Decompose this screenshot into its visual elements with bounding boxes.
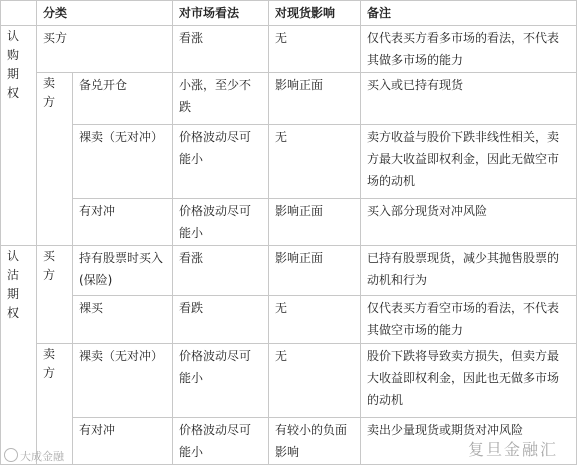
put-buyer-type: 裸买: [73, 296, 173, 344]
call-seller-row: [1, 125, 577, 199]
call-buyer-role: 买方: [37, 26, 173, 73]
header-row: [1, 1, 577, 26]
call-seller-role: 卖方: [37, 73, 73, 246]
call-seller-view: 价格波动尽可能小: [173, 125, 269, 199]
call-seller-view: 小涨，至少不跌: [173, 73, 269, 125]
header-blank: [1, 1, 37, 26]
put-buyer-impact: 无: [269, 296, 361, 344]
put-seller-row: [1, 344, 577, 418]
call-buyer-view: 看涨: [173, 26, 269, 73]
call-seller-impact: 影响正面: [269, 199, 361, 246]
put-seller-view: 价格波动尽可能小: [173, 344, 269, 418]
header-market-view: 对市场看法: [173, 1, 269, 26]
call-seller-note: 卖方收益与股价下跌非线性相关，卖方最大收益即权利金，因此无做空市场的动机: [361, 125, 577, 199]
put-buyer-type: 持有股票时买入(保险): [73, 246, 173, 296]
put-seller-role: 卖方: [37, 344, 73, 465]
header-category: 分类: [37, 1, 173, 26]
watermark-left-text: 大成金融: [20, 450, 64, 463]
watermark-logo-icon: [4, 448, 18, 462]
put-seller-view: 价格波动尽可能小: [173, 418, 269, 465]
call-seller-type: 有对冲: [73, 199, 173, 246]
put-buyer-row: [1, 246, 577, 296]
call-seller-row: [1, 73, 577, 125]
header-spot-impact: 对现货影响: [269, 1, 361, 26]
call-seller-type: 裸卖（无对冲）: [73, 125, 173, 199]
put-seller-note: 卖出少量现货或期货对冲风险: [361, 418, 577, 465]
put-buyer-view: 看跌: [173, 296, 269, 344]
put-buyer-row: [1, 296, 577, 344]
put-seller-type: 有对冲: [73, 418, 173, 465]
watermark-right: 复旦金融汇: [468, 440, 559, 459]
call-seller-note: 买入或已持有现货: [361, 73, 577, 125]
watermark-left: [4, 448, 64, 464]
put-seller-impact: 无: [269, 344, 361, 418]
call-buyer-impact: 无: [269, 26, 361, 73]
call-seller-impact: 影响正面: [269, 73, 361, 125]
put-buyer-view: 看涨: [173, 246, 269, 296]
header-notes: 备注: [361, 1, 577, 26]
call-seller-note: 买入部分现货对冲风险: [361, 199, 577, 246]
put-buyer-note: 仅代表买方看空市场的看法，不代表其做空市场的能力: [361, 296, 577, 344]
put-option-label: 认沽期权: [1, 246, 37, 465]
call-seller-row: [1, 199, 577, 246]
call-option-label: 认购期权: [1, 26, 37, 246]
put-seller-note: 股价下跌将导致卖方损失，但卖方最大收益即权利金，因此也无做多市场的动机: [361, 344, 577, 418]
put-buyer-impact: 影响正面: [269, 246, 361, 296]
put-buyer-role: 买方: [37, 246, 73, 344]
call-seller-type: 备兑开仓: [73, 73, 173, 125]
call-seller-impact: 无: [269, 125, 361, 199]
put-seller-type: 裸卖（无对冲）: [73, 344, 173, 418]
call-seller-view: 价格波动尽可能小: [173, 199, 269, 246]
put-seller-impact: 有较小的负面影响: [269, 418, 361, 465]
call-buyer-note: 仅代表买方看多市场的看法，不代表其做多市场的能力: [361, 26, 577, 73]
put-buyer-note: 已持有股票现货，减少其抛售股票的动机和行为: [361, 246, 577, 296]
call-buyer-row: [1, 26, 577, 73]
